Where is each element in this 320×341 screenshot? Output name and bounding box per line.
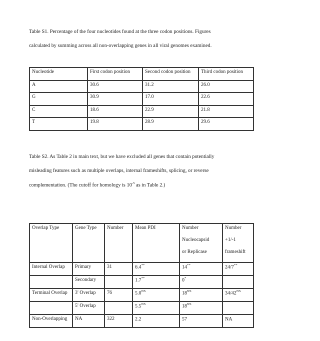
table-cell: Primary xyxy=(73,263,105,276)
table2-header-cell: Number xyxy=(105,224,133,263)
cell-value: 14 xyxy=(182,265,187,271)
cell-value: 18 xyxy=(182,291,187,297)
significance-marker: ** xyxy=(233,263,238,267)
table-row xyxy=(30,315,254,328)
table-cell xyxy=(180,276,223,289)
table-cell xyxy=(30,302,73,315)
table-cell: 28.9 xyxy=(143,118,199,131)
table2-header-row xyxy=(30,224,254,263)
table-row xyxy=(30,289,254,302)
table-cell xyxy=(223,276,254,289)
table-cell xyxy=(133,302,180,315)
significance-marker: ** xyxy=(141,263,145,267)
table-cell: Secondary xyxy=(73,276,105,289)
table-cell: A xyxy=(30,80,88,93)
table2 xyxy=(29,223,254,328)
table-cell: 31.2 xyxy=(143,80,199,93)
table-cell: 30.9 xyxy=(88,93,143,106)
table-row xyxy=(30,118,254,131)
cell-value: 5.0 xyxy=(135,291,142,297)
table-cell: T xyxy=(30,118,88,131)
significance-marker: * xyxy=(184,276,187,280)
cell-value: NA xyxy=(225,317,233,323)
significance-marker: NS xyxy=(187,289,192,293)
table-cell xyxy=(133,263,180,276)
table-cell xyxy=(223,302,254,315)
table-cell: 76 xyxy=(105,289,133,302)
significance-marker: NS xyxy=(141,289,146,293)
table-cell xyxy=(105,302,133,315)
table2-header-cell: Gene Type xyxy=(73,224,105,263)
significance-marker: ** xyxy=(141,276,145,280)
cell-value: 57 xyxy=(182,317,187,323)
table-cell: 22.9 xyxy=(143,105,199,118)
table-cell: 29.6 xyxy=(199,118,254,131)
header-line: or Replicase xyxy=(182,250,207,255)
table1-caption-line2: calculated by summing across all non-overlapping genes in all viral genomes examined. xyxy=(29,43,212,49)
table2-header-cell: Mean PDI xyxy=(133,224,180,263)
table-row xyxy=(30,80,254,93)
table1-header-cell: Third codon position xyxy=(199,68,254,81)
table-cell xyxy=(105,276,133,289)
table-cell xyxy=(133,289,180,302)
header-line: +1/-1 xyxy=(225,238,236,243)
table-cell: C xyxy=(30,105,88,118)
significance-marker: NS xyxy=(187,302,192,306)
header-line: Number xyxy=(182,226,199,231)
significance-marker: NS xyxy=(141,302,146,306)
table2-header-cell xyxy=(223,224,254,263)
table2-caption-line1: Table S2. As Table 2 in main text, but we have excluded all genes that contain potentially xyxy=(29,154,215,160)
table-cell xyxy=(180,302,223,315)
table-cell: 5' Overlap xyxy=(73,302,105,315)
cell-value: 5.5 xyxy=(135,304,142,310)
table-cell xyxy=(223,315,254,328)
table-cell: 19.8 xyxy=(88,118,143,131)
table-cell xyxy=(223,263,254,276)
table-cell: 26.0 xyxy=(199,80,254,93)
table1-header-row xyxy=(30,68,254,81)
cell-value: 0 xyxy=(182,278,185,284)
table-cell xyxy=(133,276,180,289)
table-cell: Terminal Overlap xyxy=(30,289,73,302)
caption-exponent: -5 xyxy=(131,181,135,185)
table1-header-cell: Second codon position xyxy=(143,68,199,81)
table2-caption-line2: misleading features such as multiple overlaps, internal frameshifts, splicing, or reverse xyxy=(29,168,209,174)
caption-text: as in Table 2.) xyxy=(134,182,166,189)
header-line: Number xyxy=(225,226,242,231)
table-row xyxy=(30,276,254,289)
table-cell: 3' Overlap xyxy=(73,289,105,302)
table1-header-cell: First codon position xyxy=(88,68,143,81)
table2-header-cell xyxy=(180,224,223,263)
cell-value: 6.4 xyxy=(135,265,142,271)
table-cell xyxy=(30,276,73,289)
header-line: frameshift xyxy=(225,250,246,255)
table-cell: 21.8 xyxy=(199,105,254,118)
table-cell: G xyxy=(30,93,88,106)
cell-value: 18 xyxy=(182,304,187,310)
table1-caption-line1: Table S1. Percentage of the four nucleotides found at the three codon positions. Figures xyxy=(29,29,211,35)
table-cell: NA xyxy=(73,315,105,328)
table-cell xyxy=(133,315,180,328)
table-row xyxy=(30,105,254,118)
table-cell: Internal Overlap xyxy=(30,263,73,276)
cell-value: 24/7 xyxy=(225,265,234,271)
table-row xyxy=(30,302,254,315)
table-cell xyxy=(180,289,223,302)
table-cell: 17.0 xyxy=(143,93,199,106)
table2-header-cell: Overlap Type xyxy=(30,224,73,263)
significance-marker: NS xyxy=(236,289,241,293)
header-line: Nucleocapsid xyxy=(182,238,210,243)
table1 xyxy=(29,67,254,131)
table-cell xyxy=(223,289,254,302)
table-row xyxy=(30,93,254,106)
cell-value: 2.2 xyxy=(135,317,142,323)
table-cell: 322 xyxy=(105,315,133,328)
table-cell xyxy=(180,263,223,276)
table1-header-cell: Nucleotide xyxy=(30,68,88,81)
table-cell: 22.6 xyxy=(199,93,254,106)
table-cell xyxy=(180,315,223,328)
table2-caption-line3 xyxy=(29,183,165,189)
table-cell: 31 xyxy=(105,263,133,276)
table-cell: 18.6 xyxy=(88,105,143,118)
significance-marker: ** xyxy=(187,263,191,267)
caption-text: complementation. (The cutoff for homology is 10 xyxy=(29,182,132,189)
table-row xyxy=(30,263,254,276)
table-cell: Non-Overlapping xyxy=(30,315,73,328)
cell-value: 34/42 xyxy=(225,291,237,297)
table-cell: 30.6 xyxy=(88,80,143,93)
cell-value: 1.7 xyxy=(135,278,142,284)
